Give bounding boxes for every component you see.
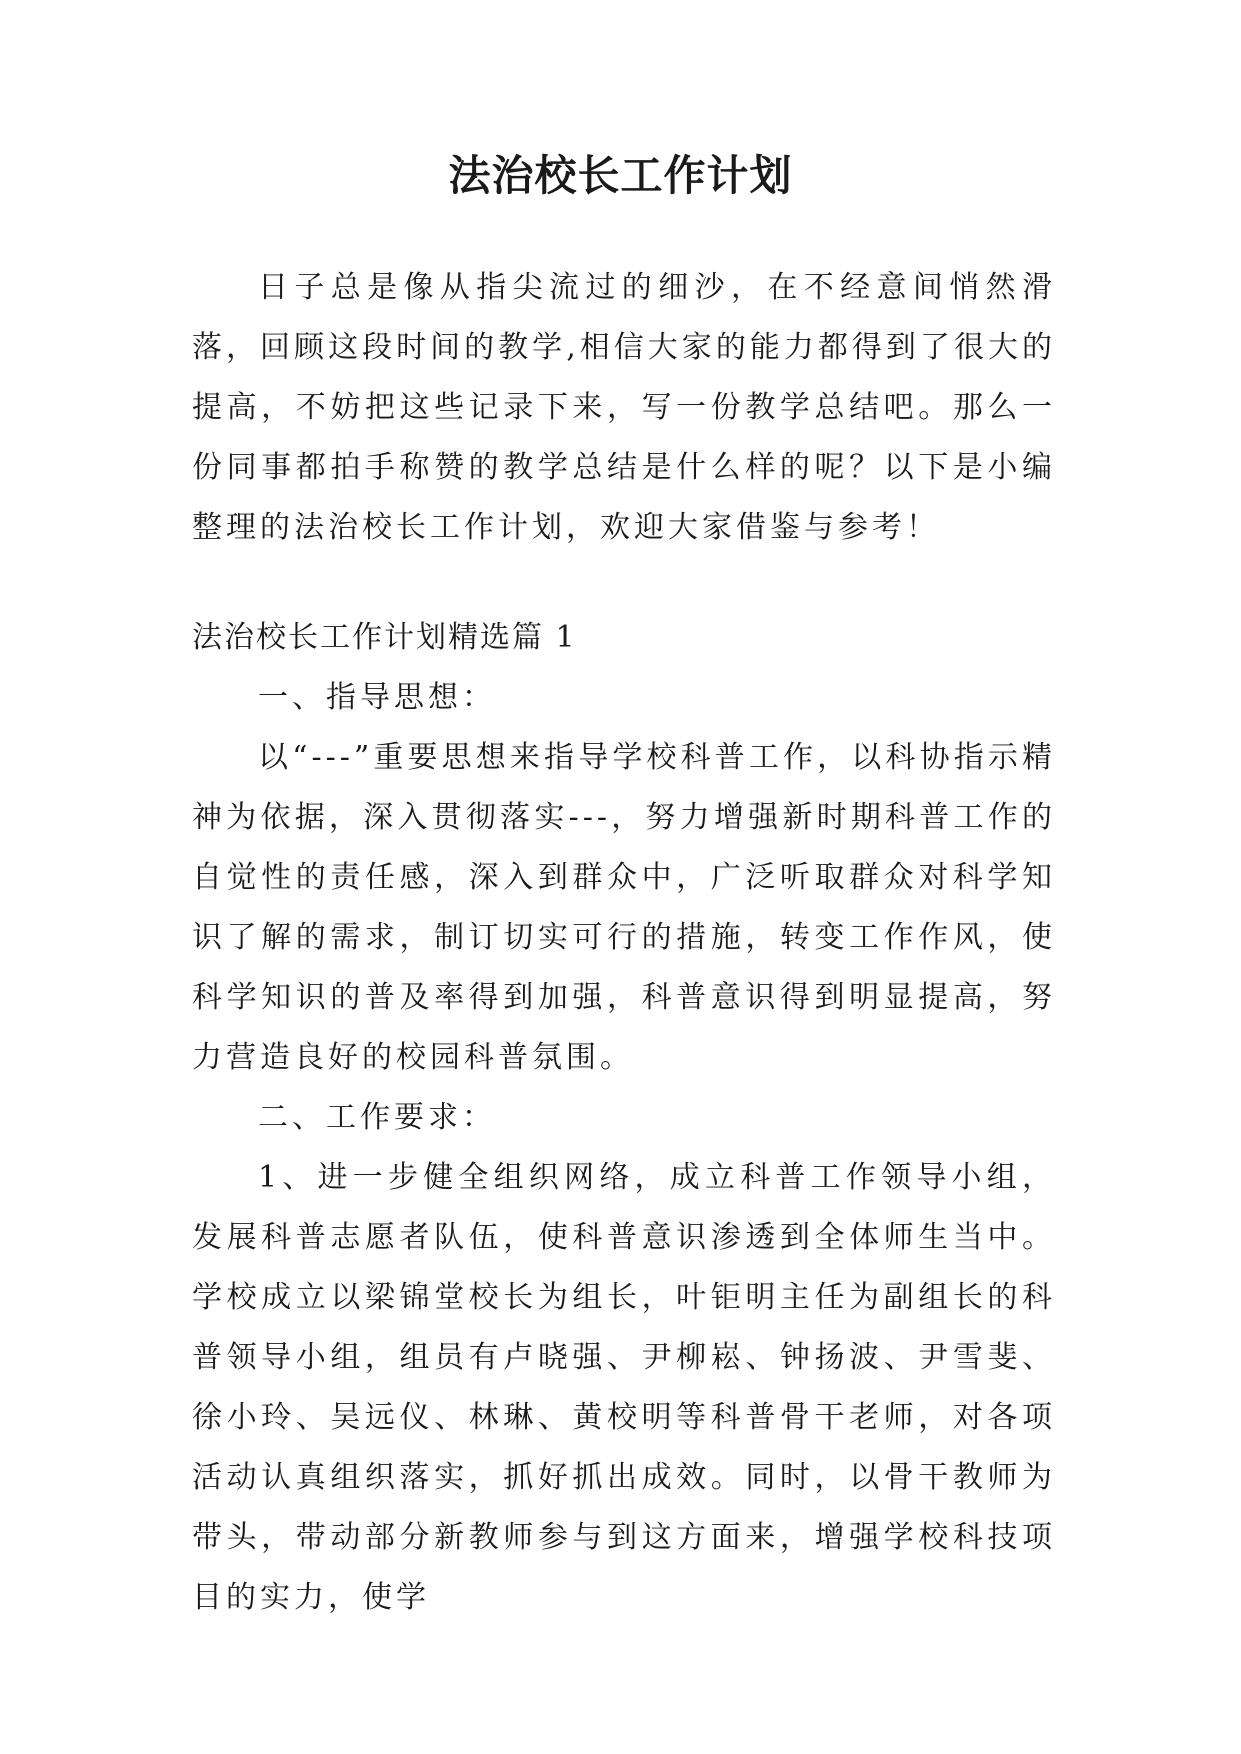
- paragraph-guiding-ideology: 以“---”重要思想来指导学校科普工作，以科协指示精神为依据，深入贯彻落实---，努力增强新时期科普工作的自觉性的责任感，深入到群众中，广泛听取群众对科学知识了解的需求，制订切实可行的措施，转变工作作风，使科学知识的普及率得到加强，科普意识得到明显提高，努力营造良好的校园科普氛围。: [192, 740, 1056, 1075]
- document-title: 法治校长工作计划: [448, 151, 793, 200]
- heading-guiding-ideology: 一、指导思想：: [258, 680, 496, 715]
- section-body: [192, 668, 1056, 1628]
- intro-section: [192, 258, 1056, 558]
- paragraph-requirement-1: 1、进一步健全组织网络，成立科普工作领导小组，发展科普志愿者队伍，使科普意识渗透到全体师生当中。学校成立以梁锦堂校长为组长，叶钜明主任为副组长的科普领导小组，组员有卢晓强、尹柳崧、钟扬波、尹雪斐、徐小玲、吴远仪、林琳、黄校明等科普骨干老师，对各项活动认真组织落实，抓好抓出成效。同时，以骨干教师为带头，带动部分新教师参与到这方面来，增强学校科技项目的实力，使学: [192, 1160, 1056, 1615]
- section-heading: 法治校长工作计划精选篇 1: [192, 620, 577, 655]
- intro-paragraph: 日子总是像从指尖流过的细沙，在不经意间悄然滑落，回顾这段时间的教学,相信大家的能力都得到了很大的提高，不妨把这些记录下来，写一份教学总结吧。那么一份同事都拍手称赞的教学总结是什么样的呢？以下是小编整理的法治校长工作计划，欢迎大家借鉴与参考！: [192, 270, 1056, 545]
- heading-work-requirements: 二、工作要求：: [258, 1100, 496, 1135]
